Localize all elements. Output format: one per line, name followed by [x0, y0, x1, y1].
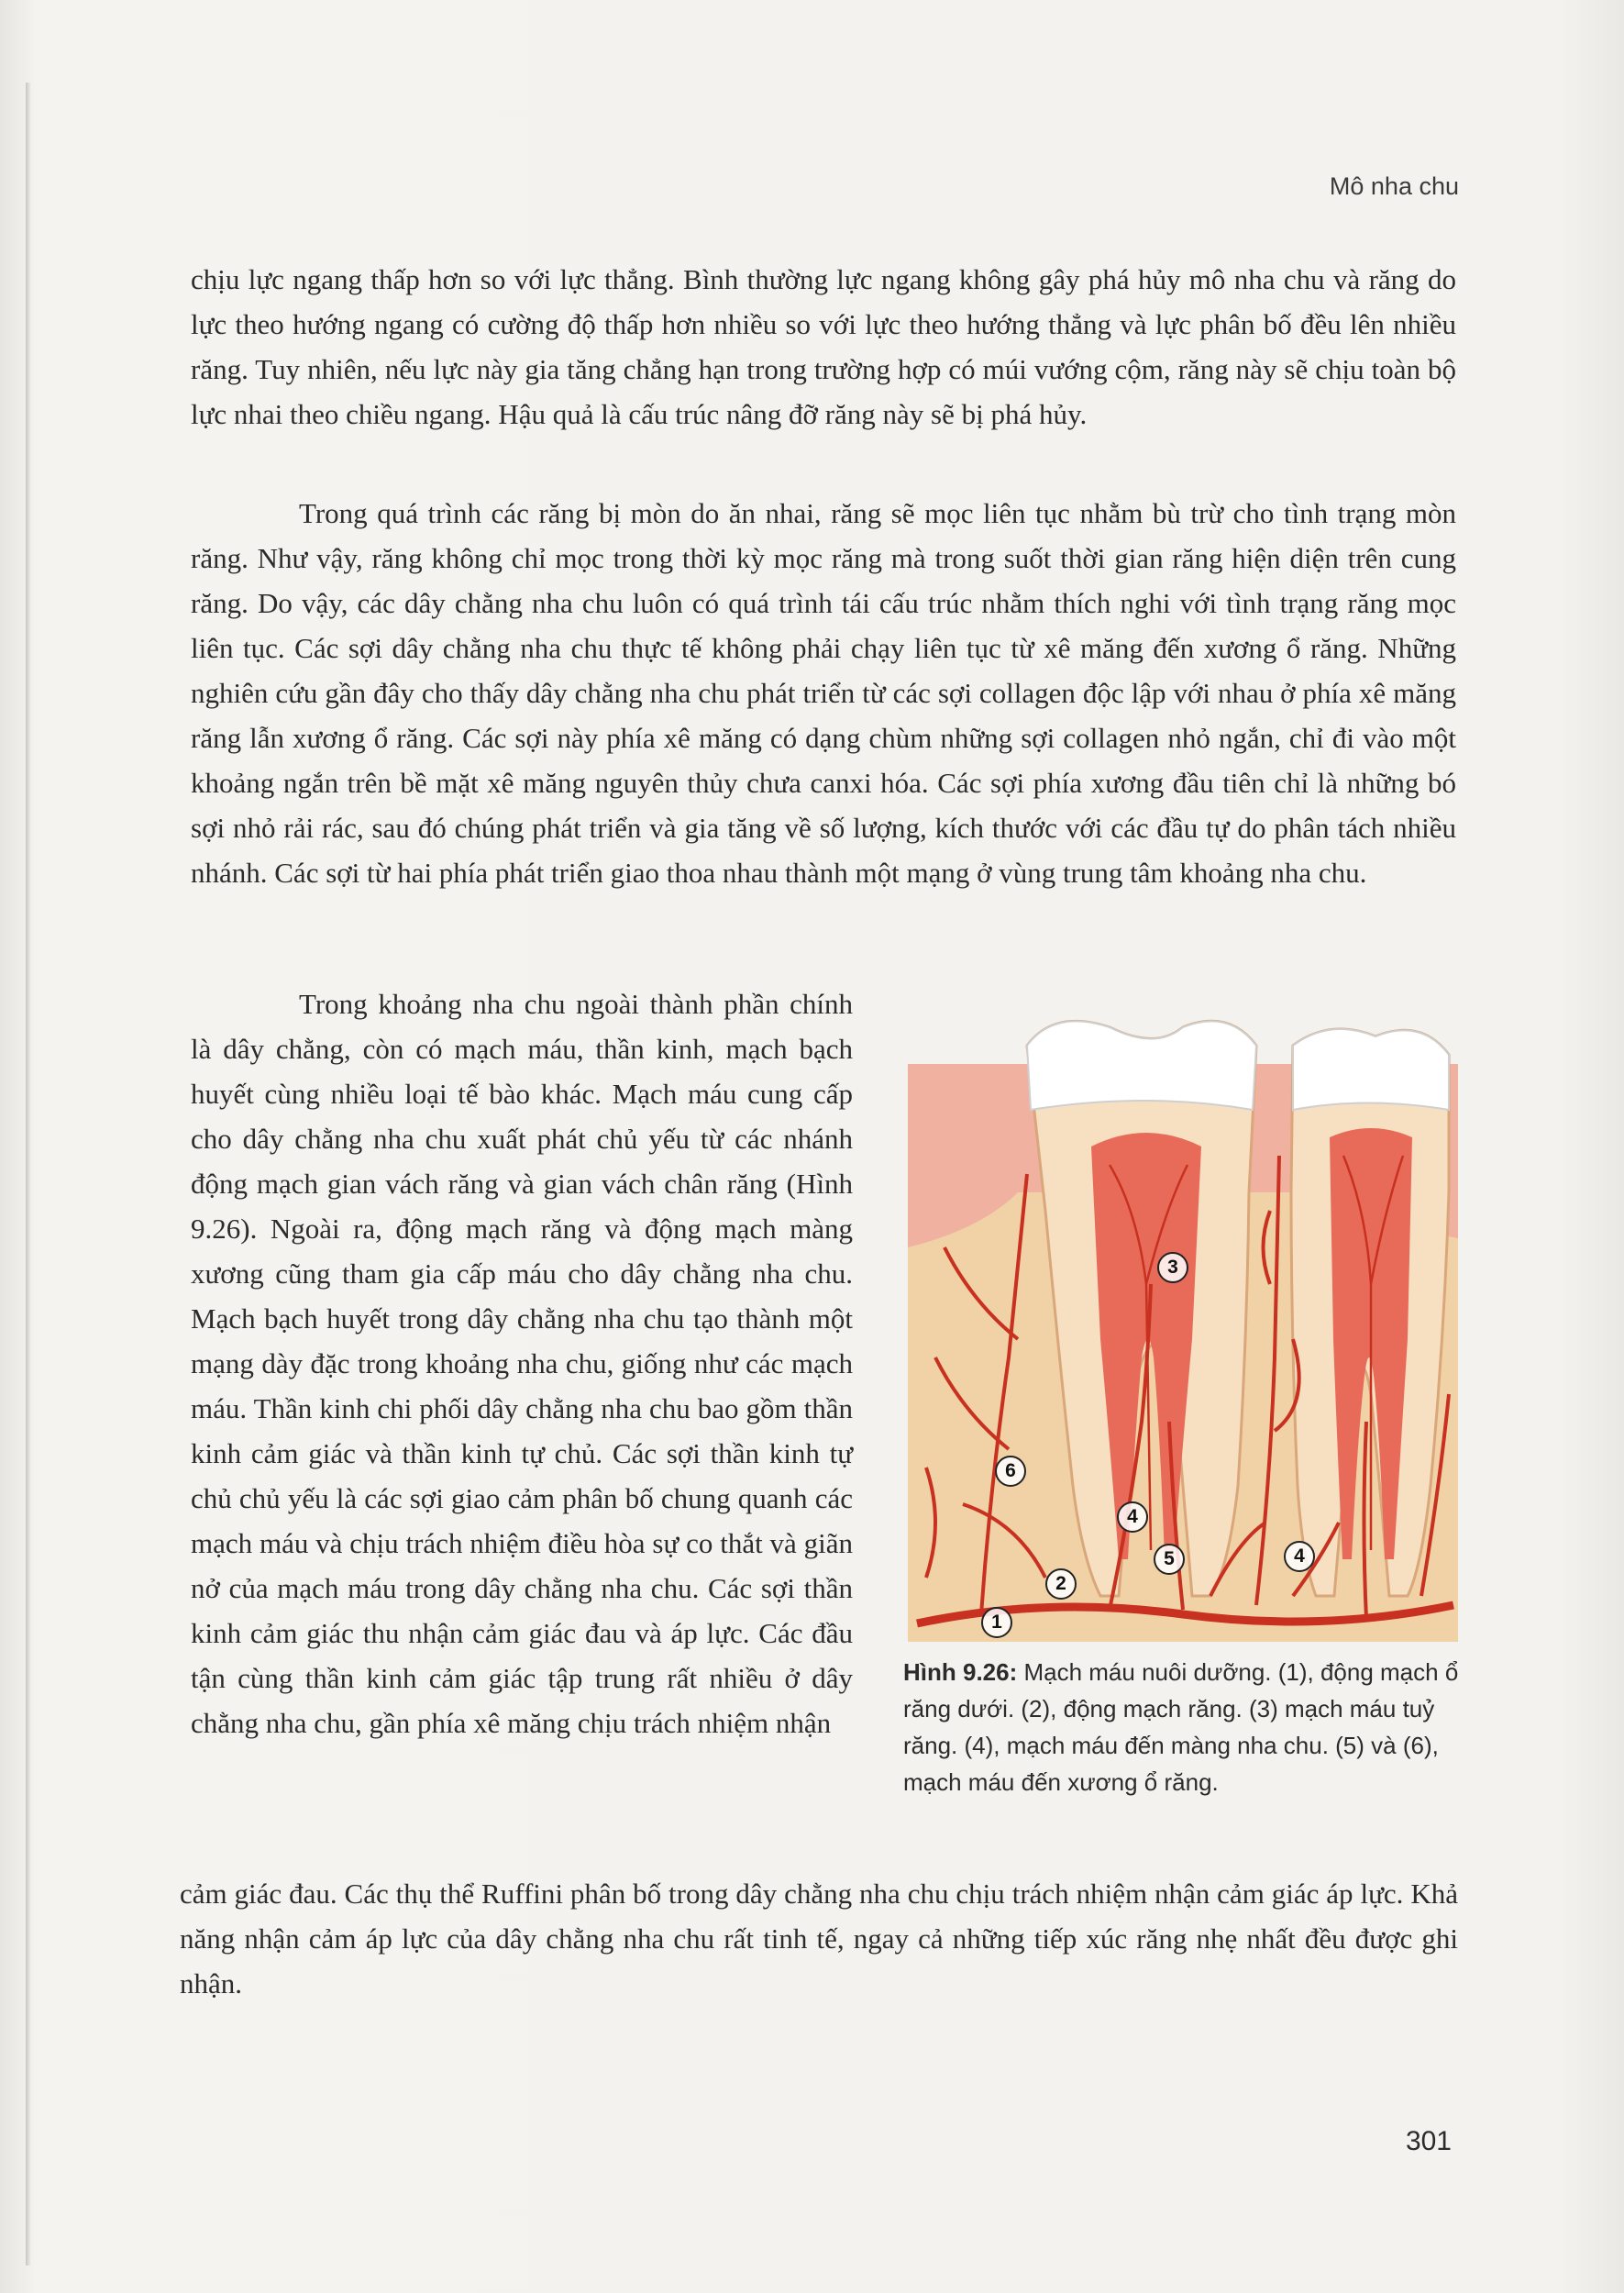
binding-shadow — [26, 83, 31, 2265]
paragraph-1: chịu lực ngang thấp hơn so với lực thẳng. Bình thường lực ngang không gây phá hủy mô nha chu và răng do lực theo hướng ngang có cường độ thấp hơn nhiều so với lực theo hướng thẳng và lực phân bố đều lên nhiều răng. Tuy nhiên, nếu lực này gia tăng chẳng hạn trong trường hợp có múi vướng cộm, răng này sẽ chịu toàn bộ lực nhai theo chiều ngang. Hậu quả là cấu trúc nâng đỡ răng này sẽ bị phá hủy. — [191, 263, 1456, 430]
right-enamel — [1293, 1029, 1449, 1110]
tooth-illustration — [908, 1009, 1458, 1642]
page-number: 301 — [1405, 2126, 1452, 2156]
marker-5: 5 — [1154, 1544, 1185, 1575]
caption-text: Mạch máu nuôi dưỡng. (1), động mạch ổ răng dưới. (2), động mạch răng. (3) mạch máu tuỷ răng. (4), mạch máu đến màng nha chu. (5) và (6), mạch máu đến xương ổ răng. — [903, 1658, 1459, 1796]
tooth-blood-supply-figure — [908, 1009, 1458, 1642]
marker-1: 1 — [981, 1607, 1012, 1638]
caption-label: Hình 9.26: — [903, 1658, 1018, 1686]
marker-4-left: 4 — [1117, 1501, 1148, 1533]
running-header: Mô nha chu — [1329, 172, 1459, 200]
left-enamel — [1027, 1021, 1256, 1110]
paragraph-4: cảm giác đau. Các thụ thể Ruffini phân bố trong dây chằng nha chu chịu trách nhiệm nhận cảm giác áp lực. Khả năng nhận cảm áp lực của dây chằng nha chu rất tinh tế, ngay cả những tiếp xúc răng nhẹ nhất đều được ghi nhận. — [180, 1878, 1458, 1999]
paragraph-3: Trong khoảng nha chu ngoài thành phần chính là dây chằng, còn có mạch máu, thần kinh, mạch bạch huyết cùng nhiều loại tế bào khác. Mạch máu cung cấp cho dây chằng nha chu xuất phát chủ yếu từ các nhánh động mạch gian vách răng và gian vách chân răng (Hình 9.26). Ngoài ra, động mạch răng và động mạch màng xương cũng tham gia cấp máu cho dây chằng nha chu. Mạch bạch huyết trong dây chằng nha chu tạo thành một mạng dày đặc trong khoảng nha chu, giống như các mạch máu. Thần kinh chi phối dây chằng nha chu bao gồm thần kinh cảm giác và thần kinh tự chủ. Các sợi thần kinh tự chủ chủ yếu là các sợi giao cảm phân bố chung quanh các mạch máu và chịu trách nhiệm điều hòa sự co thắt và giãn nở của mạch máu trong dây chằng nha chu. Các sợi thần kinh cảm giác thu nhận cảm giác đau và áp lực. Các đầu tận cùng thần kinh cảm giác tập trung rất nhiều ở dây chằng nha chu, gần phía xê măng chịu trách nhiệm nhận — [191, 988, 853, 1739]
marker-3: 3 — [1157, 1252, 1188, 1283]
paragraph-2: Trong quá trình các răng bị mòn do ăn nhai, răng sẽ mọc liên tục nhằm bù trừ cho tình trạng mòn răng. Như vậy, răng không chỉ mọc trong thời kỳ mọc răng mà trong suốt thời gian răng hiện diện trên cung răng. Do vậy, các dây chằng nha chu luôn có quá trình tái cấu trúc nhằm thích nghi với tình trạng răng mọc liên tục. Các sợi dây chằng nha chu thực tế không phải chạy liên tục từ xê măng đến xương ổ răng. Những nghiên cứu gần đây cho thấy dây chằng nha chu phát triển từ các sợi collagen độc lập với nhau ở phía xê măng răng lẫn xương ổ răng. Các sợi này phía xê măng có dạng chùm những sợi collagen nhỏ ngắn, chỉ đi vào một khoảng ngắn trên bề mặt xê măng nguyên thủy chưa canxi hóa. Các sợi phía xương đầu tiên chỉ là những bó sợi nhỏ rải rác, sau đó chúng phát triển và gia tăng về số lượng, kích thước với các đầu tự do phân tách nhiều nhánh. Các sợi từ hai phía phát triển giao thoa nhau thành một mạng ở vùng trung tâm khoảng nha chu. — [191, 497, 1456, 889]
marker-2: 2 — [1045, 1568, 1077, 1600]
figure-caption — [903, 1654, 1463, 1800]
marker-6: 6 — [995, 1456, 1026, 1487]
marker-4-right: 4 — [1284, 1541, 1315, 1572]
